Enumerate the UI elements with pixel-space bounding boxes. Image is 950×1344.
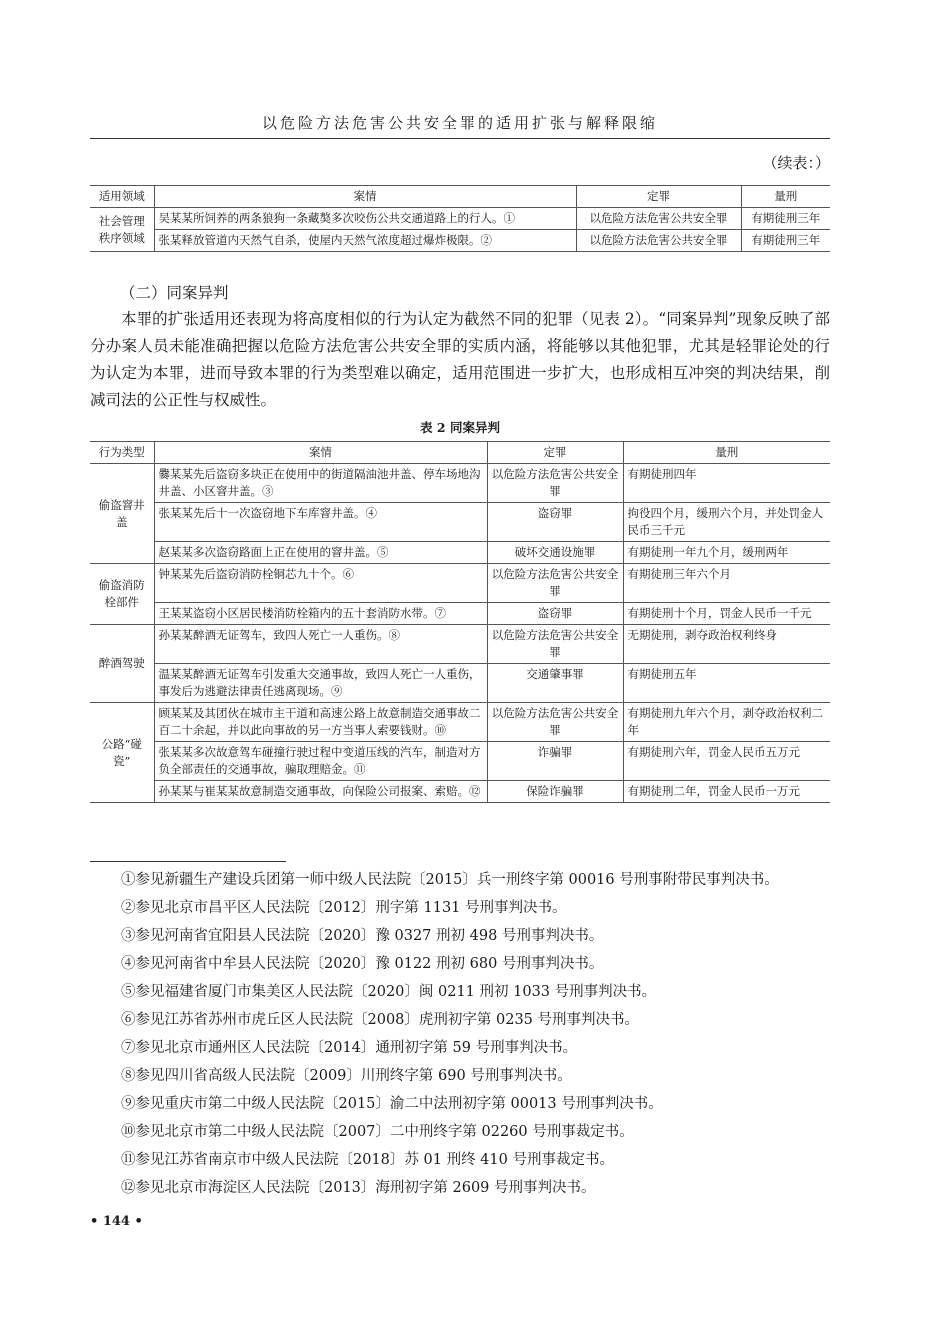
case-cell: 爨某某先后盗窃多块正在使用中的街道隔油池井盖、停车场地沟井盖、小区窨井盖。③ (154, 464, 487, 503)
table-1-col-sentence: 量刑 (741, 186, 830, 208)
case-cell: 张某某先后十一次盗窃地下车库窨井盖。④ (154, 503, 487, 542)
footnote: ③参见河南省宜阳县人民法院〔2020〕豫 0327 刑初 498 号刑事判决书。 (121, 928, 604, 944)
sentence-cell: 有期徒刑十个月，罚金人民币一千元 (623, 603, 830, 625)
table-row (90, 781, 830, 803)
continued-label: （续表：） (762, 154, 830, 172)
table-2-col-charge: 定罪 (487, 442, 623, 464)
charge-cell: 以危险方法危害公共安全罪 (487, 464, 623, 503)
sentence-cell: 有期徒刑三年六个月 (623, 564, 830, 603)
charge-cell: 以危险方法危害公共安全罪 (487, 625, 623, 664)
case-cell: 张某某多次故意驾车碰撞行驶过程中变道压线的汽车，制造对方负全部责任的交通事故，骗取理赔金。⑪ (154, 742, 487, 781)
charge-cell: 盗窃罪 (487, 603, 623, 625)
sentence-cell: 有期徒刑三年 (741, 230, 830, 252)
page-number: • 144 • (90, 1214, 143, 1229)
table-2-col-type: 行为类型 (90, 442, 154, 464)
case-cell: 王某某盗窃小区居民楼消防栓箱内的五十套消防水带。⑦ (154, 603, 487, 625)
footnote: ⑥参见江苏省苏州市虎丘区人民法院〔2008〕虎刑初字第 0235 号刑事判决书。 (121, 1012, 640, 1028)
footnote: ①参见新疆生产建设兵团第一师中级人民法院〔2015〕兵一刑终字第 00016 号刑事附带民事判决书。 (121, 872, 779, 888)
sentence-cell: 有期徒刑五年 (623, 664, 830, 703)
footnote: ⑧参见四川省高级人民法院〔2009〕川刑终字第 690 号刑事判决书。 (121, 1068, 572, 1084)
table-1-col-charge: 定罪 (576, 186, 741, 208)
sentence-cell: 有期徒刑三年 (741, 208, 830, 230)
table-row (90, 230, 830, 252)
charge-cell: 破坏交通设施罪 (487, 542, 623, 564)
footnote: ⑪参见江苏省南京市中级人民法院〔2018〕苏 01 刑终 410 号刑事裁定书。 (121, 1152, 614, 1168)
domain-cell: 社会管理秩序领域 (90, 208, 154, 252)
table-2-title: 表 2 同案异判 (420, 420, 500, 435)
footnote: ②参见北京市昌平区人民法院〔2012〕刑字第 1131 号刑事判决书。 (121, 900, 567, 916)
footnote: ④参见河南省中牟县人民法院〔2020〕豫 0122 刑初 680 号刑事判决书。 (121, 956, 604, 972)
table-1-continued (90, 185, 830, 252)
table-row (90, 208, 830, 230)
charge-cell: 以危险方法危害公共安全罪 (576, 230, 741, 252)
case-cell: 吴某某所饲养的两条狼狗一条藏獒多次咬伤公共交通道路上的行人。① (154, 208, 576, 230)
sentence-cell: 有期徒刑六年，罚金人民币五万元 (623, 742, 830, 781)
footnote: ⑫参见北京市海淀区人民法院〔2013〕海刑初字第 2609 号刑事判决书。 (121, 1180, 596, 1196)
table-row (90, 464, 830, 503)
behavior-type-cell: 醉酒驾驶 (90, 625, 154, 703)
table-row (90, 625, 830, 664)
charge-cell: 以危险方法危害公共安全罪 (487, 564, 623, 603)
table-1-col-case: 案情 (154, 186, 576, 208)
sentence-cell: 有期徒刑九年六个月，剥夺政治权利二年 (623, 703, 830, 742)
table-row (90, 742, 830, 781)
charge-cell: 诈骗罪 (487, 742, 623, 781)
table-row (90, 703, 830, 742)
table-2-col-sentence: 量刑 (623, 442, 830, 464)
table-row (90, 664, 830, 703)
table-row (90, 542, 830, 564)
footnote-rule (90, 861, 286, 862)
footnote: ⑤参见福建省厦门市集美区人民法院〔2020〕闽 0211 刑初 1033 号刑事判决书。 (121, 984, 657, 1000)
footnote: ⑩参见北京市第二中级人民法院〔2007〕二中刑终字第 02260 号刑事裁定书。 (121, 1124, 634, 1140)
charge-cell: 保险诈骗罪 (487, 781, 623, 803)
case-cell: 孙某某与崔某某故意制造交通事故，向保险公司报案、索赔。⑫ (154, 781, 487, 803)
case-cell: 温某某醉酒无证驾车引发重大交通事故，致四人死亡一人重伤，事发后为逃避法律责任逃离现场。⑨ (154, 664, 487, 703)
section-heading: （二）同案异判 (120, 284, 229, 302)
charge-cell: 以危险方法危害公共安全罪 (487, 703, 623, 742)
behavior-type-cell: 偷盗窨井盖 (90, 464, 154, 564)
charge-cell: 交通肇事罪 (487, 664, 623, 703)
footnotes (90, 866, 830, 1202)
footnote: ⑨参见重庆市第二中级人民法院〔2015〕渝二中法刑初字第 00013 号刑事判决书。 (121, 1096, 663, 1112)
table-2-col-case: 案情 (154, 442, 487, 464)
table-row (90, 603, 830, 625)
case-cell: 钟某某先后盗窃消防栓铜芯九十个。⑥ (154, 564, 487, 603)
case-cell: 张某释放管道内天然气自杀，使屋内天然气浓度超过爆炸极限。② (154, 230, 576, 252)
case-cell: 赵某某多次盗窃路面上正在使用的窨井盖。⑤ (154, 542, 487, 564)
footnote: ⑦参见北京市通州区人民法院〔2014〕通刑初字第 59 号刑事判决书。 (121, 1040, 578, 1056)
behavior-type-cell: 公路“碰瓷” (90, 703, 154, 803)
header-rule (90, 138, 830, 139)
charge-cell: 盗窃罪 (487, 503, 623, 542)
sentence-cell: 有期徒刑二年，罚金人民币一万元 (623, 781, 830, 803)
sentence-cell: 拘役四个月，缓刑六个月，并处罚金人民币三千元 (623, 503, 830, 542)
table-2 (90, 441, 830, 803)
table-1-header-row (90, 186, 830, 208)
charge-cell: 以危险方法危害公共安全罪 (576, 208, 741, 230)
case-cell: 孙某某醉酒无证驾车，致四人死亡一人重伤。⑧ (154, 625, 487, 664)
table-2-header-row (90, 442, 830, 464)
sentence-cell: 有期徒刑一年九个月，缓刑两年 (623, 542, 830, 564)
table-1-col-domain: 适用领域 (90, 186, 154, 208)
sentence-cell: 有期徒刑四年 (623, 464, 830, 503)
behavior-type-cell: 偷盗消防栓部件 (90, 564, 154, 625)
case-cell: 顾某某及其团伙在城市主干道和高速公路上故意制造交通事故二百二十余起，并以此向事故的另一方当事人索要钱财。⑩ (154, 703, 487, 742)
running-title: 以危险方法危害公共安全罪的适用扩张与解释限缩 (261, 114, 658, 132)
table-row (90, 503, 830, 542)
sentence-cell: 无期徒刑，剥夺政治权利终身 (623, 625, 830, 664)
body-paragraph: 本罪的扩张适用还表现为将高度相似的行为认定为截然不同的犯罪（见表 2）。“同案异判”现象反映了部分办案人员未能准确把握以危险方法危害公共安全罪的实质内涵，将能够以其他犯罪，尤其是轻罪论处的行为认定为本罪，进而导致本罪的行为类型难以确定，适用范围进一步扩大，也形成相互冲突的判决结果，削减司法的公正性与权威性。 (90, 310, 830, 409)
table-row (90, 564, 830, 603)
